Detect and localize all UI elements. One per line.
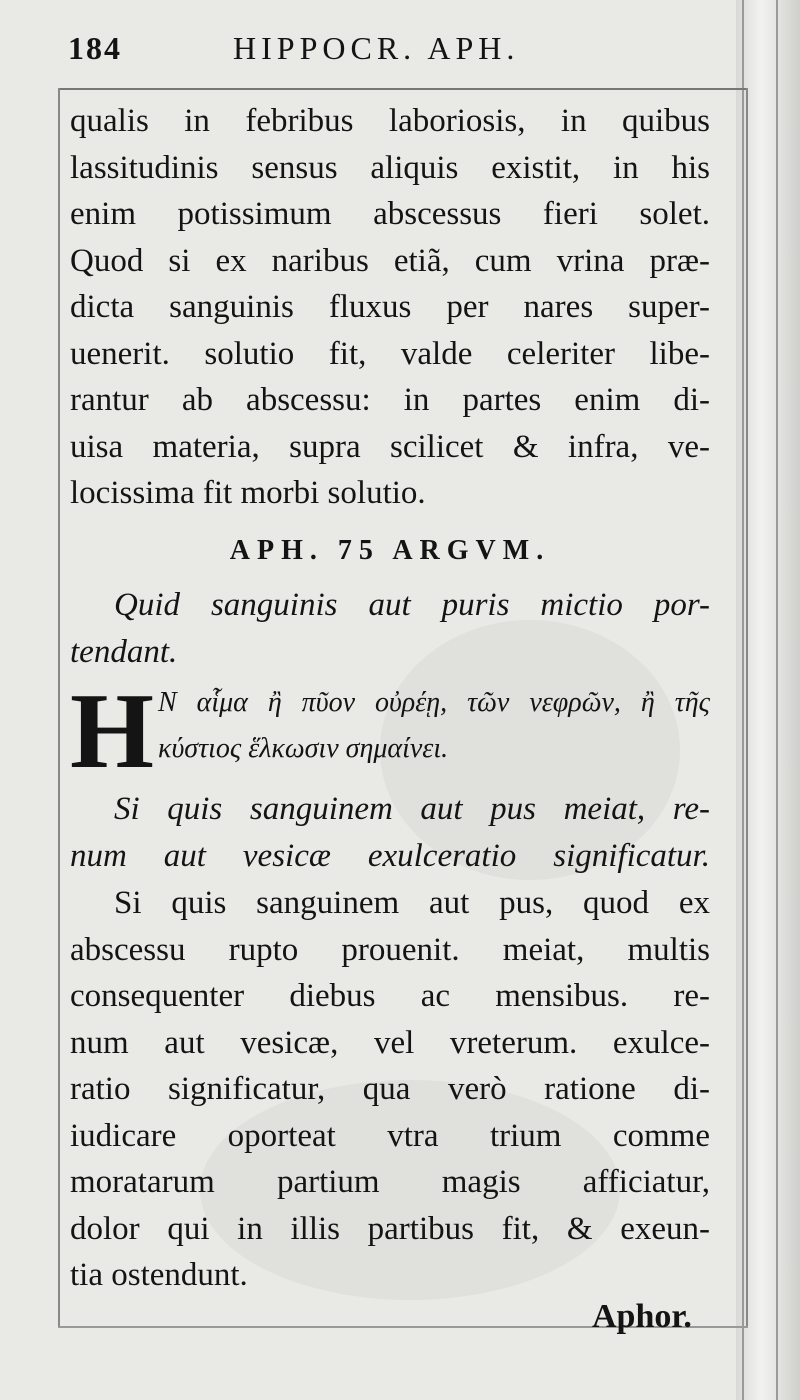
text-line: qualis in febribus laboriosis, in quibus bbox=[70, 103, 710, 139]
gutter-line bbox=[776, 0, 778, 1400]
catchword: Aphor. bbox=[592, 1298, 692, 1335]
text-line: dolor qui in illis partibus fit, & exeun- bbox=[70, 1210, 710, 1247]
text-line: num aut vesicæ, vel vreterum. exulce- bbox=[70, 1024, 710, 1061]
running-head bbox=[68, 30, 708, 74]
page-number: 184 bbox=[68, 30, 122, 66]
text-line: tendant. bbox=[70, 633, 178, 670]
text-line: tia ostendunt. bbox=[70, 1257, 248, 1293]
argument-summary bbox=[70, 582, 710, 675]
running-title: HIPPOCR. APH. bbox=[233, 30, 520, 66]
text-line: dicta sanguinis fluxus per nares super- bbox=[70, 289, 710, 325]
text-line: rantur ab abscessu: in partes enim di- bbox=[70, 382, 710, 418]
text-line: moratarum partium magis afficiatur, bbox=[70, 1164, 710, 1200]
greek-line: κύστιος ἕλκωσιν σημαίνει. bbox=[158, 733, 449, 764]
text-line: Si quis sanguinem aut pus meiat, re- bbox=[114, 791, 710, 827]
frame-rule-left bbox=[58, 88, 60, 1328]
frame-rule-top bbox=[58, 88, 748, 90]
text-line: iudicare oporteat vtra trium comme bbox=[70, 1117, 710, 1154]
text-line: uenerit. solutio fit, valde celeriter libe- bbox=[70, 335, 710, 372]
aphorism-heading: APH. 75 ARGVM. bbox=[229, 535, 551, 566]
text-line: Quod si ex naribus etiã, cum vrina præ- bbox=[70, 242, 710, 279]
text-line: lassitudinis sensus aliquis existit, in his bbox=[70, 149, 710, 186]
latin-translation bbox=[70, 786, 710, 879]
greek-line: N αἷμα ἢ πῦον οὐρέῃ, τῶν νεφρῶν, ἢ τῆς bbox=[158, 687, 710, 718]
text-line: consequenter diebus ac mensibus. re- bbox=[70, 978, 710, 1014]
text-line: Si quis sanguinem aut pus, quod ex bbox=[114, 885, 710, 921]
drop-cap-initial: H bbox=[70, 672, 155, 791]
text-line: locissima fit morbi solutio. bbox=[70, 475, 426, 511]
text-line: uisa materia, supra scilicet & infra, ve- bbox=[70, 428, 710, 465]
text-line: num aut vesicæ exulceratio significatur. bbox=[70, 837, 710, 874]
text-line: abscessu rupto prouenit. meiat, multis bbox=[70, 931, 710, 968]
commentary bbox=[70, 880, 710, 1299]
paragraph-continued bbox=[70, 98, 710, 517]
text-line: Quid sanguinis aut puris mictio por- bbox=[114, 587, 710, 623]
text-line: enim potissimum abscessus fieri solet. bbox=[70, 196, 710, 232]
greek-aphorism bbox=[158, 680, 710, 772]
text-line: ratio significatur, qua verò ratione di- bbox=[70, 1071, 710, 1107]
frame-rule-right bbox=[746, 88, 748, 1328]
